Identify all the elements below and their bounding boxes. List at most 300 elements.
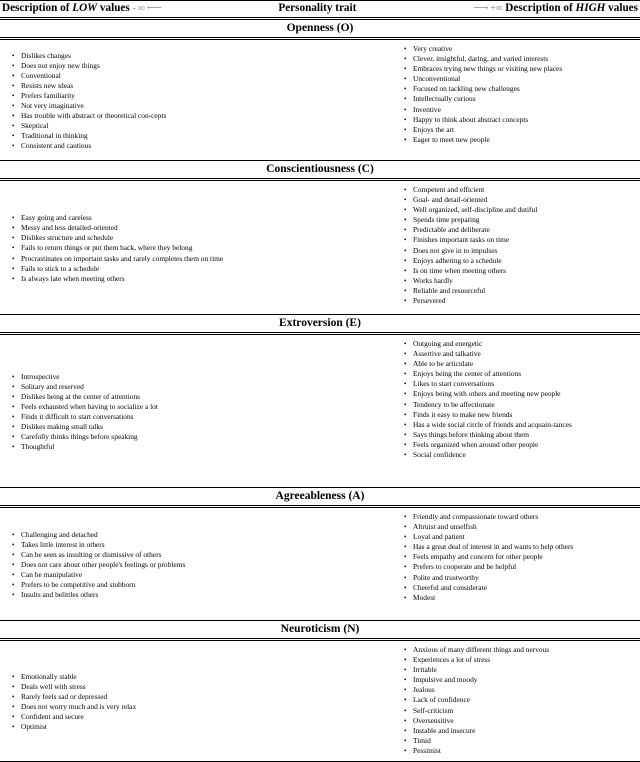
list-item-label: Says things before thinking about them <box>413 429 529 439</box>
list-item <box>12 91 382 101</box>
section-agreeableness <box>0 488 640 621</box>
list-item <box>404 675 636 685</box>
list-item <box>404 84 636 94</box>
bullet-icon: • <box>12 682 15 691</box>
bullet-icon: • <box>12 274 15 283</box>
bullet-icon: • <box>12 254 15 263</box>
list-item <box>404 379 636 389</box>
list-item-label: Social confidence <box>413 450 466 460</box>
list-item-label: Loyal and patient <box>413 532 465 542</box>
bullet-icon: • <box>404 420 407 429</box>
bullet-icon: • <box>12 224 15 233</box>
list-item-label: Prefers to cooperate and be helpful <box>413 562 517 572</box>
list-item-label: Jealous <box>413 685 435 695</box>
bullet-icon: • <box>404 696 407 705</box>
bullet-icon: • <box>404 206 407 215</box>
list-item <box>12 243 382 253</box>
bullet-icon: • <box>404 65 407 74</box>
bullet-icon: • <box>404 440 407 449</box>
bullet-icon: • <box>404 125 407 134</box>
list-item-label: Dislikes making small talks <box>21 422 103 432</box>
list-item-label: Self-criticism <box>413 705 454 715</box>
section-neuroticism <box>0 621 640 762</box>
bullet-icon: • <box>12 560 15 569</box>
list-item <box>404 276 636 286</box>
list-item-label: Fails to stick to a schedule <box>21 263 100 273</box>
list-item-label: Focused on tackling new challenges <box>413 84 520 94</box>
bullet-icon: • <box>404 95 407 104</box>
list-item-label: Conventional <box>21 70 61 80</box>
list-item <box>12 442 382 452</box>
high-values-list-neuroticism <box>404 645 636 756</box>
bullet-icon: • <box>404 583 407 592</box>
list-item <box>404 655 636 665</box>
bullet-icon: • <box>12 723 15 732</box>
bullet-icon: • <box>12 433 15 442</box>
list-item-label: Embraces trying new things or visiting new places <box>413 64 563 74</box>
header-high-suffix: values <box>605 2 638 14</box>
list-item <box>404 339 636 349</box>
header-high-prefix: Description of <box>505 2 576 14</box>
bullet-icon: • <box>404 266 407 275</box>
list-item <box>12 233 382 243</box>
bullet-icon: • <box>404 286 407 295</box>
bullet-icon: • <box>404 370 407 379</box>
bullet-icon: • <box>404 553 407 562</box>
high-values-column-openness <box>400 40 640 160</box>
section-body-agreeableness <box>0 508 640 620</box>
section-title-extroversion: Extroversion (E) <box>279 317 361 329</box>
list-item <box>12 722 382 732</box>
list-item <box>12 530 382 540</box>
bullet-icon: • <box>12 423 15 432</box>
bullet-icon: • <box>404 236 407 245</box>
list-item <box>404 44 636 54</box>
low-values-list-neuroticism <box>12 672 382 733</box>
bullet-icon: • <box>404 726 407 735</box>
list-item-label: Does not give in to impulses <box>413 245 498 255</box>
section-openness <box>0 20 640 161</box>
list-item <box>404 716 636 726</box>
list-item <box>12 382 382 392</box>
low-values-list-conscientiousness <box>12 213 382 284</box>
list-item <box>12 101 382 111</box>
section-title-agreeableness: Agreeableness (A) <box>275 490 365 502</box>
bullet-icon: • <box>12 51 15 60</box>
list-item-label: Assertive and talkative <box>413 349 481 359</box>
list-item-label: Outgoing and energetic <box>413 339 483 348</box>
list-item <box>404 195 636 205</box>
list-item-label: Likes to start conversations <box>413 379 495 389</box>
bullet-icon: • <box>404 736 407 745</box>
list-item-label: Deals well with stress <box>21 681 86 691</box>
list-item-label: Works hardly <box>413 275 453 285</box>
list-item-label: Does not enjoy new things <box>21 60 100 70</box>
bullet-icon: • <box>404 115 407 124</box>
high-values-column-extroversion <box>400 335 640 487</box>
list-item <box>12 111 382 121</box>
list-item-label: Unconventional <box>413 74 461 84</box>
list-item <box>404 685 636 695</box>
list-item-label: Consistent and cautious <box>21 141 92 151</box>
bullet-icon: • <box>404 646 407 654</box>
bullet-icon: • <box>12 672 15 681</box>
bullet-icon: • <box>404 430 407 439</box>
bullet-icon: • <box>12 71 15 80</box>
list-item <box>404 450 636 460</box>
list-item <box>404 235 636 245</box>
list-item-label: Can be seen as insulting or dismissive of others <box>21 549 162 559</box>
bullet-icon: • <box>12 530 15 539</box>
high-values-column-conscientiousness <box>400 181 640 314</box>
list-item-label: Polite and trustworthy <box>413 572 479 582</box>
list-item-label: Traditional in thinking <box>21 131 88 141</box>
bullet-icon: • <box>404 380 407 389</box>
list-item <box>12 71 382 81</box>
low-values-list-openness <box>12 51 382 152</box>
bullet-icon: • <box>404 563 407 572</box>
list-item-label: Confident and secure <box>21 712 84 722</box>
list-item <box>12 51 382 61</box>
bullet-icon: • <box>404 105 407 114</box>
list-item-label: Easy going and careless <box>21 213 92 223</box>
list-item <box>404 706 636 716</box>
list-item <box>12 590 382 600</box>
list-item-label: Cheerful and considerate <box>413 582 487 592</box>
high-values-column-agreeableness <box>400 508 640 620</box>
high-values-list-conscientiousness <box>404 185 636 306</box>
list-item-label: Dislikes changes <box>21 50 71 60</box>
bullet-icon: • <box>404 256 407 265</box>
bullet-icon: • <box>12 392 15 401</box>
list-item-label: Eager to meet new people <box>413 134 490 144</box>
bullet-icon: • <box>404 666 407 675</box>
list-item-label: Is always late when meeting others <box>21 273 125 283</box>
list-item <box>12 412 382 422</box>
list-item <box>12 682 382 692</box>
bullet-icon: • <box>404 746 407 755</box>
list-item <box>404 349 636 359</box>
header-low-axis-arrow: - ∞ ⟵ <box>132 3 162 14</box>
list-item-label: Thoughtful <box>21 442 55 452</box>
list-item-label: Intellectually curious <box>413 94 476 104</box>
bullet-icon: • <box>12 142 15 151</box>
low-values-column-openness <box>0 40 400 160</box>
bullet-icon: • <box>404 573 407 582</box>
list-item <box>404 185 636 195</box>
list-item <box>404 205 636 215</box>
list-item-label: Messy and less detailed-oriented <box>21 223 118 233</box>
list-item <box>404 512 636 522</box>
list-item <box>12 570 382 580</box>
header-high-axis-arrow: ⟶ +∞ <box>473 3 503 14</box>
list-item <box>404 359 636 369</box>
bullet-icon: • <box>12 372 15 381</box>
high-values-list-agreeableness <box>404 512 636 603</box>
section-title-neuroticism: Neuroticism (N) <box>280 623 360 635</box>
list-item-label: Challenging and detached <box>21 529 98 539</box>
bullet-icon: • <box>12 244 15 253</box>
low-values-list-agreeableness <box>12 530 382 601</box>
list-item-label: Finds it easy to make new friends <box>413 409 513 419</box>
list-item-label: Not very imaginative <box>21 101 84 110</box>
list-item-label: Insults and belittles others <box>21 590 99 600</box>
bullet-icon: • <box>404 340 407 348</box>
list-item <box>404 215 636 225</box>
list-item <box>404 105 636 115</box>
bullet-icon: • <box>12 540 15 549</box>
list-item-label: Takes little interest in others <box>21 539 105 549</box>
bullet-icon: • <box>404 246 407 255</box>
bullet-icon: • <box>12 443 15 452</box>
low-values-column-agreeableness <box>0 508 400 620</box>
bullet-icon: • <box>404 85 407 94</box>
section-title-conscientiousness: Conscientiousness (C) <box>266 163 374 175</box>
list-item-label: Finds it difficult to start conversations <box>21 412 134 421</box>
bullet-icon: • <box>12 581 15 590</box>
bullet-icon: • <box>404 276 407 285</box>
bullet-icon: • <box>12 132 15 141</box>
list-item-label: Enjoys the art <box>413 124 455 134</box>
list-item-label: Oversensitive <box>413 715 454 725</box>
list-item-label: Solitary and reserved <box>21 381 84 391</box>
low-values-list-extroversion <box>12 372 382 453</box>
list-item <box>404 225 636 235</box>
list-item-label: Has trouble with abstract or theoretical con-cepts <box>21 111 167 121</box>
list-item-label: Clever, insightful, daring, and varied interests <box>413 54 549 64</box>
list-item <box>404 573 636 583</box>
bullet-icon: • <box>12 703 15 711</box>
bullet-icon: • <box>12 102 15 110</box>
list-item <box>404 736 636 746</box>
bullet-icon: • <box>12 713 15 722</box>
list-item-label: Lack of confidence <box>413 695 471 705</box>
list-item <box>404 94 636 104</box>
bullet-icon: • <box>404 400 407 409</box>
bullet-icon: • <box>12 382 15 391</box>
list-item-label: Altruist and unselfish <box>413 522 477 532</box>
list-item <box>12 432 382 442</box>
bullet-icon: • <box>404 360 407 369</box>
bullet-icon: • <box>404 135 407 144</box>
low-values-column-neuroticism <box>0 641 400 761</box>
bullet-icon: • <box>12 264 15 273</box>
list-item <box>404 125 636 135</box>
bullet-icon: • <box>404 593 407 602</box>
list-item <box>404 296 636 306</box>
list-item <box>12 213 382 223</box>
bullet-icon: • <box>12 402 15 411</box>
list-item <box>404 665 636 675</box>
list-item-label: Enjoys being with others and meeting new people <box>413 389 561 399</box>
list-item-label: Spends time preparing <box>413 215 480 225</box>
list-item-label: Enjoys adhering to a schedule <box>413 255 502 265</box>
list-item-label: Feels organized when around other people <box>413 439 539 449</box>
bullet-icon: • <box>404 451 407 460</box>
list-item-label: Does not care about other people's feelings or problems <box>21 559 186 569</box>
bullet-icon: • <box>404 350 407 359</box>
list-item-label: Prefers familiarity <box>21 90 75 100</box>
list-item <box>12 223 382 233</box>
bullet-icon: • <box>404 297 407 306</box>
bullet-icon: • <box>12 591 15 600</box>
high-values-list-openness <box>404 44 636 145</box>
list-item <box>12 61 382 71</box>
list-item <box>404 400 636 410</box>
list-item <box>404 593 636 603</box>
bullet-icon: • <box>404 656 407 665</box>
list-item <box>404 645 636 655</box>
list-item-label: Irritable <box>413 665 437 675</box>
list-item-label: Timid <box>413 735 431 745</box>
bullet-icon: • <box>404 686 407 695</box>
list-item-label: Can be manipulative <box>21 570 83 580</box>
bullet-icon: • <box>404 513 407 521</box>
list-item-label: Happy to think about abstract concepts <box>413 114 529 124</box>
list-item <box>12 254 382 264</box>
list-item-label: Has a great deal of interest in and wants to help others <box>413 542 574 552</box>
header-low-suffix: values <box>97 2 130 14</box>
list-item-label: Reliable and resourceful <box>413 285 486 295</box>
list-item <box>404 246 636 256</box>
list-item <box>12 264 382 274</box>
header-center-label: Personality trait <box>278 2 357 14</box>
list-item-label: Predictable and deliberate <box>413 225 490 235</box>
list-item <box>12 121 382 131</box>
header-high-emphasis: HIGH <box>575 2 606 14</box>
list-item <box>404 256 636 266</box>
section-body-conscientiousness <box>0 181 640 314</box>
bullet-icon: • <box>12 413 15 421</box>
list-item-label: Impulsive and moody <box>413 675 478 685</box>
list-item <box>12 141 382 151</box>
list-item-label: Tendency to be affectionate <box>413 399 495 409</box>
list-item <box>12 672 382 682</box>
list-item <box>404 389 636 399</box>
list-item <box>404 420 636 430</box>
list-item <box>404 726 636 736</box>
list-item-label: Modest <box>413 592 436 602</box>
list-item <box>404 532 636 542</box>
list-item <box>12 274 382 284</box>
bullet-icon: • <box>404 216 407 225</box>
list-item-label: Feels empathy and concern for other people <box>413 552 543 562</box>
list-item-label: Prefers to be competitive and stubborn <box>21 580 136 590</box>
list-item <box>404 64 636 74</box>
list-item <box>404 583 636 593</box>
bullet-icon: • <box>12 81 15 90</box>
list-item <box>12 402 382 412</box>
list-item-label: Carefully thinks things before speaking <box>21 432 138 442</box>
list-item-label: Introspective <box>21 371 60 381</box>
list-item <box>404 115 636 125</box>
list-item <box>404 542 636 552</box>
bullet-icon: • <box>12 122 15 131</box>
section-title-openness: Openness (O) <box>286 22 354 34</box>
bullet-icon: • <box>12 692 15 701</box>
list-item-label: Does not worry much and is very relax <box>21 702 137 711</box>
bullet-icon: • <box>404 390 407 399</box>
list-item <box>404 430 636 440</box>
list-item-label: Optimist <box>21 722 47 732</box>
high-values-column-neuroticism <box>400 641 640 761</box>
bullet-icon: • <box>404 716 407 725</box>
list-item-label: Inventive <box>413 104 441 114</box>
list-item-label: Very creative <box>413 44 453 53</box>
list-item <box>404 74 636 84</box>
low-values-column-extroversion <box>0 335 400 487</box>
bullet-icon: • <box>12 234 15 243</box>
bullet-icon: • <box>12 214 15 223</box>
header-low-emphasis: LOW <box>72 2 98 14</box>
bullet-icon: • <box>12 91 15 100</box>
list-item <box>404 369 636 379</box>
section-body-extroversion <box>0 335 640 487</box>
list-item-label: Emotionally stable <box>21 671 77 681</box>
section-conscientiousness <box>0 161 640 315</box>
bullet-icon: • <box>404 75 407 84</box>
header-high-label <box>473 2 638 15</box>
list-item <box>404 746 636 756</box>
list-item-label: Pessimist <box>413 745 441 755</box>
list-item <box>12 540 382 550</box>
list-item-label: Able to be articulate <box>413 359 474 369</box>
list-item <box>12 422 382 432</box>
list-item <box>12 580 382 590</box>
list-item <box>12 560 382 570</box>
list-item-label: Finishes important tasks on time <box>413 235 510 245</box>
list-item <box>404 522 636 532</box>
list-item-label: Instable and insecure <box>413 725 476 735</box>
list-item-label: Anxious of many different things and nervous <box>413 645 550 654</box>
list-item <box>404 54 636 64</box>
list-item <box>404 286 636 296</box>
list-item-label: Is on time when meeting others <box>413 265 506 275</box>
list-item <box>12 372 382 382</box>
list-item-label: Rarely feels sad or depressed <box>21 691 108 701</box>
list-item <box>12 702 382 712</box>
list-item-label: Well organized, self-discipline and dutiful <box>413 205 538 215</box>
bullet-icon: • <box>12 550 15 559</box>
bullet-icon: • <box>404 226 407 235</box>
bullet-icon: • <box>12 61 15 70</box>
list-item <box>404 440 636 450</box>
section-body-openness <box>0 40 640 160</box>
header-low-prefix: Description of <box>2 2 73 14</box>
low-values-column-conscientiousness <box>0 181 400 314</box>
section-body-neuroticism <box>0 641 640 761</box>
high-values-list-extroversion <box>404 339 636 460</box>
bullet-icon: • <box>404 533 407 542</box>
bullet-icon: • <box>404 523 407 532</box>
bullet-icon: • <box>404 186 407 194</box>
list-item-label: Has a wide social circle of friends and acquain-tances <box>413 419 572 429</box>
bullet-icon: • <box>404 55 407 64</box>
list-item <box>404 562 636 572</box>
list-item <box>12 712 382 722</box>
bullet-icon: • <box>404 706 407 715</box>
list-item-label: Competent and efficient <box>413 185 485 194</box>
header-low-label <box>2 2 161 15</box>
list-item-label: Dislikes being at the center of attentions <box>21 391 141 401</box>
list-item <box>12 550 382 560</box>
list-item <box>404 266 636 276</box>
bullet-icon: • <box>404 410 407 419</box>
list-item-label: Procrastinates on important tasks and rarely completes them on time <box>21 253 224 263</box>
list-item-label: Resists new ideas <box>21 80 74 90</box>
list-item-label: Goal- and detail-oriented <box>413 195 488 205</box>
list-item-label: Fails to return things or put them back, where they belong <box>21 243 193 253</box>
